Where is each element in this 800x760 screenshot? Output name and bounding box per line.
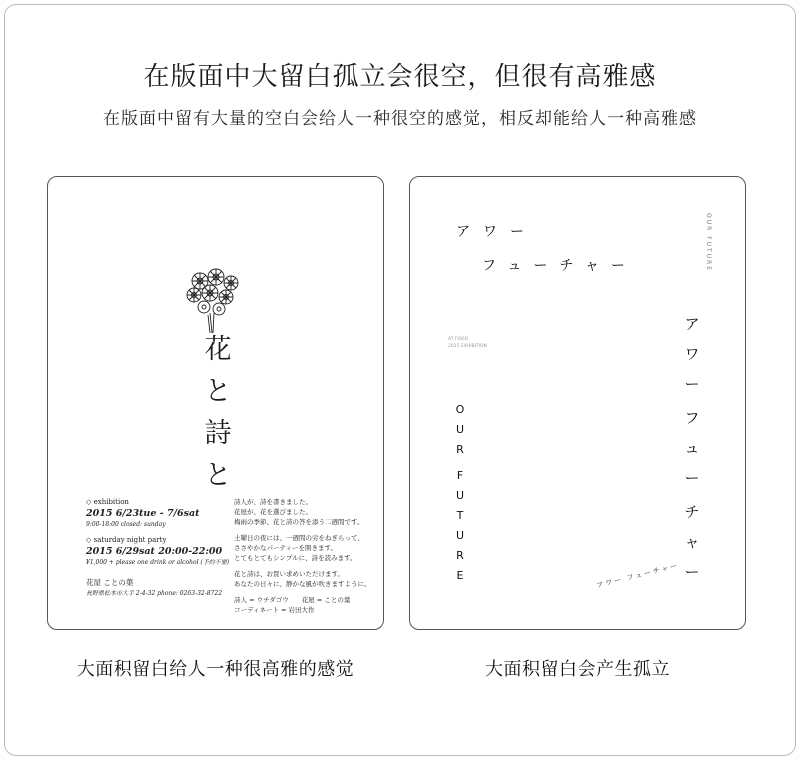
venue-address: 長野県松本市大手 2-4-32 phone: 0263-32-8722 [86,590,223,597]
caption-right: 大面积留白会产生孤立 [485,659,670,680]
poster-our-future [409,176,746,630]
poem-line: 花と詩は、お買い求めいただけます。 [234,570,344,578]
title-char: 詩 [204,418,232,449]
kana-row-2: フューチャー [482,258,637,274]
small-line: 2015 EXHIBITION [448,344,487,349]
party-label: ◇ saturday night party [86,536,167,544]
event-details [86,497,229,598]
poster-vertical-title [203,335,233,503]
page-subtitle: 在版面中留有大量的空白会给人一种很空的感觉，相反却能给人一种高雅感 [103,109,697,129]
poem-line: 詩人が、詩を書きました。 [234,498,312,506]
poem-line: 花屋が、花を選びました。 [234,508,312,516]
vertical-latin: O U R F U T U R E [455,403,465,582]
party-fee: ¥1,000 + please one drink or alcohol (予約不要) [86,559,230,566]
poem-line: 土曜日の夜には、一週間の労をねぎらって、 [234,534,364,542]
exhibition-hours: 9:00-18:00 closed: sunday [86,521,166,528]
curve-text: アワー フューチャー [595,561,680,590]
poem-block [234,497,371,615]
small-line: AT FOOD [448,337,469,342]
page-title: 在版面中大留白孤立会很空，但很有高雅感 [143,62,657,92]
poem-line: とてもとてもシンプルに、詩を読みます。 [234,554,357,562]
venue-name: 花屋 ことの葉 [86,578,134,587]
credit-line: 詩人 = ウチダゴウ 花屋 = ことの葉 [234,596,351,604]
exhibition-dates: 2015 6/23tue - 7/6sat [86,508,200,519]
title-char: と [204,376,232,407]
poem-line: 梅雨の季節、花と詩の答を添う二週間です。 [234,518,364,526]
side-text: OUR FUTURE [705,213,712,273]
kana-row-1: アワー [456,224,537,240]
vertical-kana: ア ワ ー フ ュ ー チ ャ ー [684,315,700,581]
title-char: 花 [204,334,232,365]
party-date: 2015 6/29sat 20:00-22:00 [86,546,223,557]
poster-flower-poem [47,176,384,630]
exhibition-label: ◇ exhibition [86,498,129,506]
caption-left: 大面积留白给人一种很高雅的感觉 [76,659,355,680]
credit-line: コーディネート = 岩田大作 [234,606,315,614]
title-char: と [204,460,232,491]
poem-line: ささやかなパーティーを開きます。 [234,544,337,552]
poem-line: あなたの日々に、静かな風が吹きますように。 [234,580,371,588]
flower-bouquet-illustration [180,267,250,333]
